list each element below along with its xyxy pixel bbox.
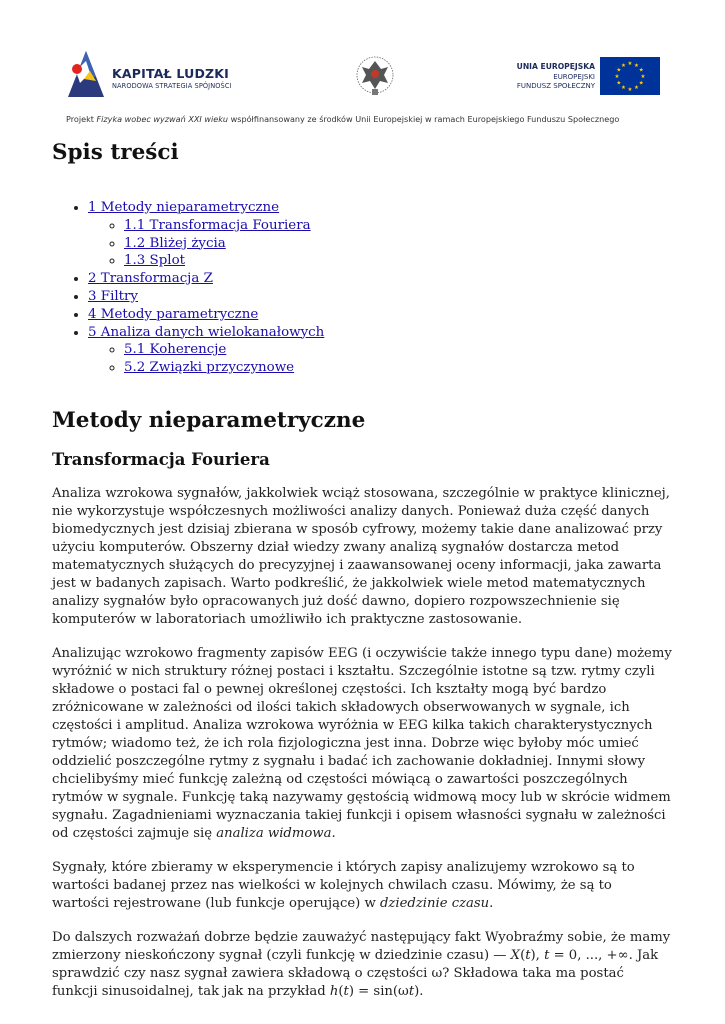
paragraph-2 [52,645,672,843]
svg-text:★: ★ [638,67,644,74]
toc-link-4[interactable]: 4 Metody parametryczne [88,306,259,322]
subsection-title: Transformacja Fouriera [52,449,270,469]
eu-flag-icon [600,57,660,95]
math-var-t: t [525,947,531,963]
toc-item [88,288,672,306]
svg-text:★: ★ [627,87,633,93]
paragraph-2-end: . [331,825,336,841]
toc-title: Spis treści [52,140,179,165]
eu-line-2: EUROPEJSKI [553,73,595,81]
svg-text:★: ★ [621,62,626,69]
svg-text:★: ★ [640,74,646,80]
toc-link-1-2[interactable]: 1.2 Bliżej życia [124,235,226,251]
toc-item [124,359,672,377]
toc-link-1-3[interactable]: 1.3 Splot [124,253,186,269]
toc-item [124,217,672,235]
toc-item [88,306,672,324]
project-suffix: współfinansowany ze środków Unii Europejskiej w ramach Europejskiego Funduszu Społecznego [228,114,620,124]
math-var-t: t [408,983,415,999]
math-var-t: t [544,947,550,963]
term-dziedzina-czasu: dziedzinie czasu [379,895,490,911]
toc-link-1[interactable]: 1 Metody nieparametryczne [88,200,280,215]
svg-text:★: ★ [614,74,620,80]
p4-text-d: = 0, ..., +∞. Jak sprawdzić czy nasz sygnał zawiera składową o częstości ω? Składowa taka ma postać funkcji sinusoidalnej, tak jak na przykład [52,947,659,999]
toc-item [88,324,672,377]
p4-text-c: ), [530,947,545,963]
toc-item [124,252,672,270]
toc-link-5-2[interactable]: 5.2 Związki przyczynowe [124,360,295,376]
toc-link-5[interactable]: 5 Analiza danych wielokanałowych [88,324,325,340]
p4-text-g: ). [414,983,424,999]
paragraph-3-text: Sygnały, które zbieramy w eksperymencie i których zapisy analizujemy wzrokowo są to wartości badanej przez nas wielkości w kolejnych chwilach czasu. Mówimy, że są to wartości rejestrowane (lub funkcje operujące) w [52,859,635,911]
toc-item [88,199,672,270]
paragraph-3 [52,859,672,913]
math-var-X: X [510,947,521,963]
paragraph-3-end: . [489,895,494,911]
main-content [52,140,672,1001]
p4-text-a: Do dalszych rozważań dobrze będzie zauważyć następujący fakt Wyobraźmy sobie, że mamy zmierzony nieskończony sygnał (czyli funkcję w dziedzinie czasu) — [52,929,671,963]
svg-text:★: ★ [616,80,622,87]
section-title: Metody nieparametryczne [52,407,366,433]
svg-text:★: ★ [621,85,626,92]
kl-subtitle: NARODOWA STRATEGIA SPÓJNOŚCI [112,82,232,90]
svg-text:★: ★ [634,62,639,69]
toc-item [124,235,672,253]
toc-link-2[interactable]: 2 Transformacja Z [88,271,213,287]
paragraph-2-text: Analizując wzrokowo fragmenty zapisów EEG (i oczywiście także innego typu dane) możemy wyróżnić w nich struktury różnej postaci i kształtu. Szczególnie istotne są tzw. rytmy czyli składowe o postaci fal o pewnej określonej częstości. Ich kształty mogą być bardzo zróżnicowane w zależności od ilości takich składowych obserwowanych w sygnale, ich częstości i amplitud. Analiza wzrokowa wyróżnia w EEG kilka takich charakterystycznych rytmów; wiadomo też, że ich rola fizjologiczna jest inna. Dobrze więc byłoby móc umieć oddzielić poszczególne rytmy z sygnału i badać ich zachowanie dokładniej. Innymi słowy chcielibyśmy mieć funkcję zależną od częstości mówiącą o zawartości poszczególnych rytmów w sygnale. Funkcję taką nazywamy gęstością widmową mocy lub w skrócie widmem sygnału. Zagadnieniami wyznaczania takiej funkcji i opisem własności sygnału w zależności od częstości zajmuje się [52,645,672,841]
project-prefix: Projekt [66,114,97,124]
project-funding-line [66,114,619,124]
math-var-h: h [329,983,339,999]
university-seal-icon [354,53,396,101]
p4-text-f: ) = sin(ω [348,983,409,999]
svg-text:★: ★ [638,80,644,87]
p4-text-b: ( [520,947,526,963]
term-analiza-widmowa: analiza widmowa [216,825,332,841]
paragraph-4 [52,929,672,1001]
table-of-contents [52,199,672,377]
toc-item [88,270,672,288]
paragraph-1: Analiza wzrokowa sygnałów, jakkolwiek wciąż stosowana, szczególnie w praktyce klinicznej, nie wykorzystuje współczesnych możliwości analizy danych. Ponieważ duża część danych biomedycznych jest dzisiaj zbierana w sposób cyfrowy, możemy takie dane analizować przy użyciu komputerów. Obszerny dział wiedzy zwany analizą sygnałów dostarcza metod matematycznych służących do precyzyjnej i zaawansowanej oceny informacji, jaka zawarta jest w badanych zapisach. Warto podkreślić, że jakkolwiek wiele metod matematycznych analizy sygnałów było opracowanych już dość dawno, dopiero rozpowszechnienie się komputerów w laboratoriach umożliwiło ich praktyczne zastosowanie. [52,485,670,627]
toc-item [124,341,672,359]
p4-text-e: ( [338,983,344,999]
svg-text:★: ★ [627,61,633,67]
math-var-t: t [343,983,349,999]
eu-line-3: FUNDUSZ SPOŁECZNY [516,82,595,90]
project-name: Fizyka wobec wyzwań XXI wieku [96,114,229,124]
kl-title: KAPITAŁ LUDZKI [112,66,230,81]
toc-link-5-1[interactable]: 5.1 Koherencje [124,342,227,358]
svg-text:★: ★ [616,67,622,74]
eu-line-1: UNIA EUROPEJSKA [516,62,595,71]
page-header [0,0,725,135]
svg-text:★: ★ [634,85,639,92]
toc-link-1-1[interactable]: 1.1 Transformacja Fouriera [124,217,311,233]
toc-link-3[interactable]: 3 Filtry [88,288,138,304]
